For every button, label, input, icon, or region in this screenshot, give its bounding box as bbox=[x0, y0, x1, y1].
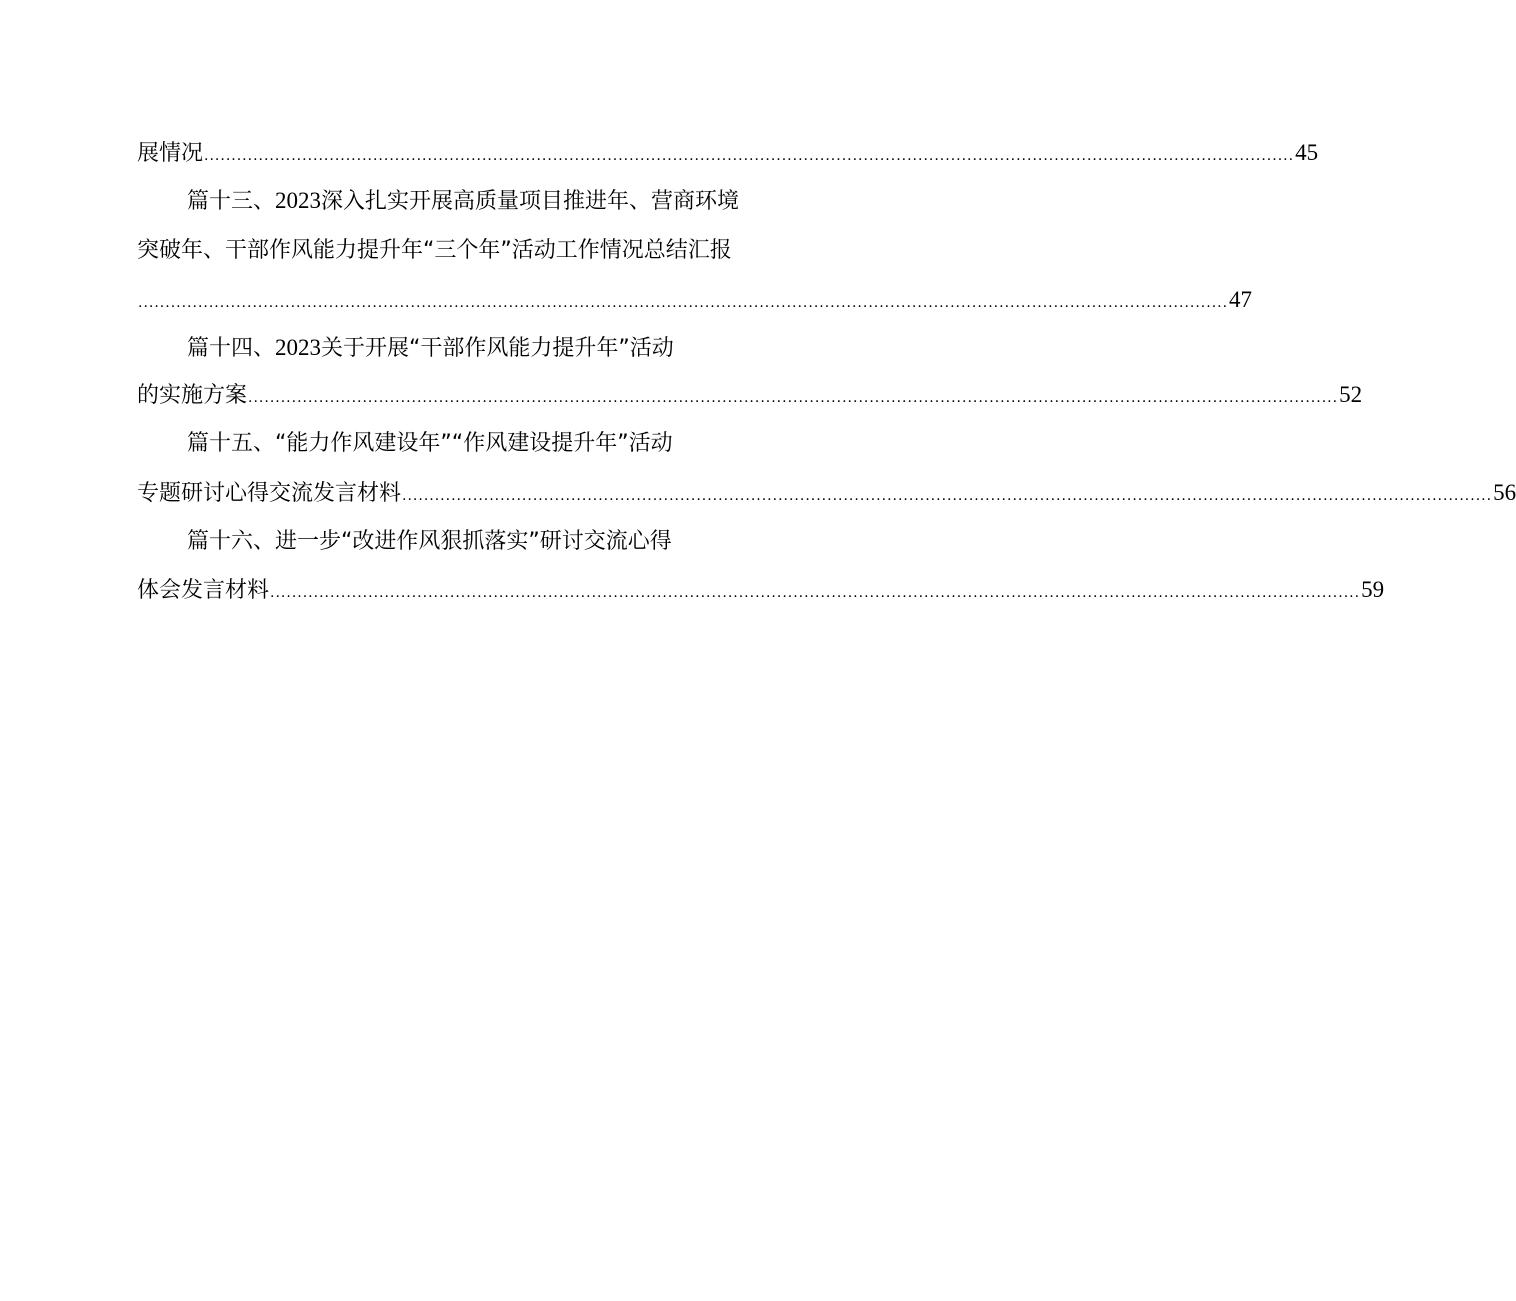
toc-entry-title: 突破年、干部作风能力提升年“三个年”活动工作情况总结汇报 bbox=[137, 238, 732, 263]
toc-entry-prefix: 篇十四、 bbox=[187, 336, 276, 361]
toc-entry-12-line[interactable] bbox=[137, 136, 1319, 170]
toc-entry-year: 2023 bbox=[275, 335, 322, 360]
toc-page-number: 56 bbox=[1493, 480, 1516, 505]
toc-entry-14-leader-line[interactable] bbox=[137, 378, 1363, 412]
toc-leader-dots: ........................................................................................................................................................................................................ bbox=[248, 390, 1339, 406]
toc-entry-text: 的实施方案 bbox=[137, 383, 248, 408]
toc-entry-16-title-line1[interactable] bbox=[187, 525, 672, 559]
toc-leader-dots: ........................................................................................................................................................................................................ bbox=[138, 295, 1229, 311]
toc-entry-text: 体会发言材料 bbox=[137, 578, 270, 603]
toc-entry-14-title-line1[interactable] bbox=[187, 331, 674, 365]
toc-page-number: 45 bbox=[1295, 140, 1319, 165]
toc-page-number: 47 bbox=[1229, 287, 1253, 312]
toc-entry-13-leader-line[interactable] bbox=[137, 283, 1253, 317]
toc-entry-title: 关于开展“干部作风能力提升年”活动 bbox=[321, 336, 674, 361]
toc-entry-prefix: 篇十三、 bbox=[187, 189, 276, 214]
toc-entry-text: 展情况 bbox=[137, 141, 204, 166]
toc-leader-dots: ........................................................................................................................................................................................................ bbox=[402, 488, 1493, 504]
toc-page-number: 59 bbox=[1361, 577, 1385, 602]
toc-entry-text: 专题研讨心得交流发言材料 bbox=[137, 481, 402, 506]
toc-entry-15-leader-line[interactable] bbox=[137, 476, 1516, 510]
toc-entry-title: 深入扎实开展高质量项目推进年、营商环境 bbox=[321, 189, 740, 214]
toc-leader-dots: ........................................................................................................................................................................................................ bbox=[270, 585, 1361, 601]
toc-entry-16-leader-line[interactable] bbox=[137, 573, 1385, 607]
toc-entry-title: 篇十五、“能力作风建设年”“作风建设提升年”活动 bbox=[187, 431, 673, 456]
toc-entry-15-title-line1[interactable] bbox=[187, 427, 673, 461]
toc-entry-13-title-line1[interactable] bbox=[187, 184, 739, 218]
toc-entry-title: 篇十六、进一步“改进作风狠抓落实”研讨交流心得 bbox=[187, 529, 672, 554]
toc-entry-13-title-line2[interactable] bbox=[137, 234, 732, 268]
toc-leader-dots: ........................................................................................................................................................................................................ bbox=[204, 148, 1295, 164]
toc-page-number: 52 bbox=[1339, 382, 1363, 407]
toc-entry-year: 2023 bbox=[275, 188, 322, 213]
